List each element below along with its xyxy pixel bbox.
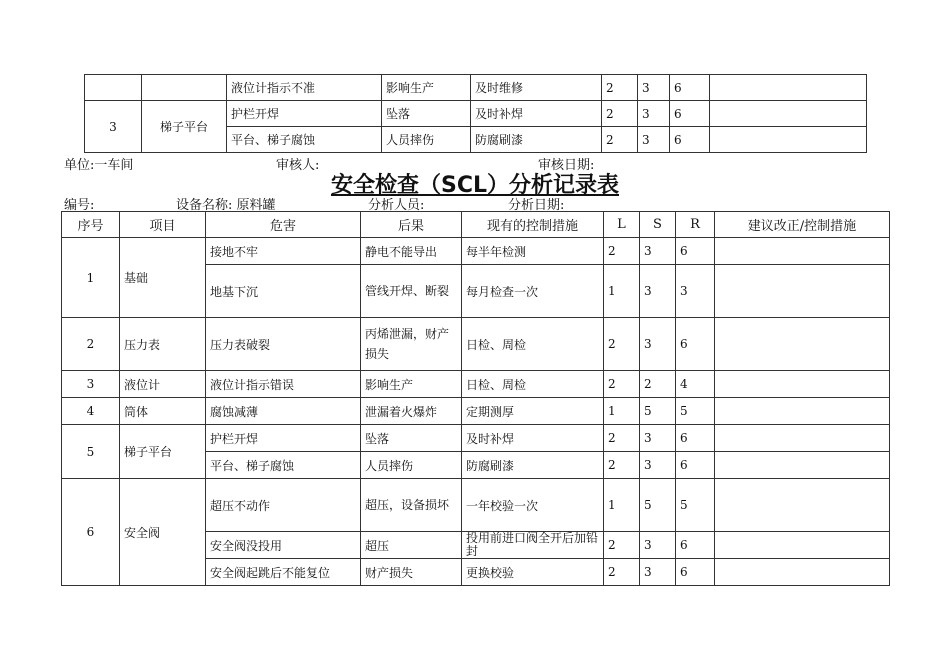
item-cell: 基础	[120, 238, 206, 318]
consequence-cell: 超压	[361, 532, 462, 559]
control-cell: 防腐刷漆	[471, 127, 602, 153]
l-cell: 1	[604, 398, 640, 425]
r-cell: 6	[676, 559, 715, 586]
hazard-cell: 平台、梯子腐蚀	[227, 127, 382, 153]
previous-page-table	[84, 74, 867, 153]
col-header: 序号	[62, 212, 120, 238]
r-cell: 5	[676, 398, 715, 425]
hazard-cell: 超压不动作	[206, 479, 361, 532]
control-cell: 每半年检测	[462, 238, 604, 265]
no-cell: 1	[62, 238, 120, 318]
page-title: 安全检查（SCL）分析记录表	[330, 173, 619, 198]
control-cell: 日检、周检	[462, 371, 604, 398]
hazard-cell: 安全阀没投用	[206, 532, 361, 559]
suggestion-cell	[715, 238, 890, 265]
r-cell: 6	[670, 127, 710, 153]
suggestion-cell	[710, 75, 867, 101]
l-cell: 2	[604, 238, 640, 265]
suggestion-cell	[715, 425, 890, 452]
item-cell: 安全阀	[120, 479, 206, 586]
no-cell: 5	[62, 425, 120, 479]
r-cell: 6	[676, 318, 715, 371]
consequence-cell: 影响生产	[382, 75, 471, 101]
control-cell: 防腐刷漆	[462, 452, 604, 479]
col-header: 后果	[361, 212, 462, 238]
control-cell: 一年校验一次	[462, 479, 604, 532]
suggestion-cell	[715, 479, 890, 532]
scl-analysis-table	[61, 211, 890, 586]
reviewer-label: 审核人:	[276, 158, 320, 173]
consequence-cell: 泄漏着火爆炸	[361, 398, 462, 425]
control-cell: 更换校验	[462, 559, 604, 586]
suggestion-cell	[715, 532, 890, 559]
s-cell: 3	[638, 101, 670, 127]
no-cell: 4	[62, 398, 120, 425]
hazard-cell: 护栏开焊	[227, 101, 382, 127]
l-cell: 2	[602, 101, 638, 127]
table-row	[85, 75, 867, 101]
l-cell: 2	[604, 532, 640, 559]
hazard-cell: 平台、梯子腐蚀	[206, 452, 361, 479]
hazard-cell: 安全阀起跳后不能复位	[206, 559, 361, 586]
r-cell: 4	[676, 371, 715, 398]
col-header: 建议改正/控制措施	[715, 212, 890, 238]
r-cell: 6	[676, 532, 715, 559]
unit-label: 单位:一车间	[64, 158, 134, 173]
col-header: R	[676, 212, 715, 238]
l-cell: 1	[604, 265, 640, 318]
hazard-cell: 地基下沉	[206, 265, 361, 318]
control-cell: 及时补焊	[462, 425, 604, 452]
control-cell: 及时补焊	[471, 101, 602, 127]
s-cell: 3	[638, 127, 670, 153]
l-cell: 2	[604, 425, 640, 452]
suggestion-cell	[715, 452, 890, 479]
suggestion-cell	[715, 371, 890, 398]
hazard-cell: 液位计指示错误	[206, 371, 361, 398]
l-cell: 1	[604, 479, 640, 532]
suggestion-cell	[715, 559, 890, 586]
col-header: L	[604, 212, 640, 238]
col-header: 现有的控制措施	[462, 212, 604, 238]
col-header: 项目	[120, 212, 206, 238]
hazard-cell: 护栏开焊	[206, 425, 361, 452]
suggestion-cell	[715, 265, 890, 318]
table-row	[62, 479, 890, 532]
r-cell: 6	[670, 75, 710, 101]
s-cell: 3	[640, 452, 676, 479]
control-cell: 及时维修	[471, 75, 602, 101]
analysis-date-label: 分析日期:	[508, 198, 565, 213]
s-cell: 3	[638, 75, 670, 101]
item-cell: 压力表	[120, 318, 206, 371]
suggestion-cell	[710, 127, 867, 153]
r-cell: 5	[676, 479, 715, 532]
r-cell: 6	[676, 425, 715, 452]
consequence-cell: 财产损失	[361, 559, 462, 586]
s-cell: 3	[640, 425, 676, 452]
s-cell: 3	[640, 318, 676, 371]
suggestion-cell	[715, 398, 890, 425]
item-cell: 液位计	[120, 371, 206, 398]
review-date-label: 审核日期:	[538, 158, 595, 173]
table-row	[62, 238, 890, 265]
control-cell: 定期测厚	[462, 398, 604, 425]
r-cell: 6	[676, 452, 715, 479]
hazard-cell: 压力表破裂	[206, 318, 361, 371]
s-cell: 2	[640, 371, 676, 398]
table-header-row	[62, 212, 890, 238]
consequence-cell: 人员摔伤	[361, 452, 462, 479]
col-header: 危害	[206, 212, 361, 238]
r-cell: 6	[670, 101, 710, 127]
l-cell: 2	[604, 318, 640, 371]
table-row	[62, 371, 890, 398]
item-cell: 筒体	[120, 398, 206, 425]
control-cell: 投用前进口阀全开后加铅封	[462, 532, 604, 559]
s-cell: 3	[640, 532, 676, 559]
table-row	[62, 425, 890, 452]
l-cell: 2	[602, 75, 638, 101]
no-cell: 6	[62, 479, 120, 586]
hazard-cell: 腐蚀减薄	[206, 398, 361, 425]
number-label: 编号:	[64, 198, 95, 213]
s-cell: 5	[640, 398, 676, 425]
control-cell: 日检、周检	[462, 318, 604, 371]
no-cell	[85, 75, 142, 101]
no-cell: 3	[62, 371, 120, 398]
consequence-cell: 静电不能导出	[361, 238, 462, 265]
item-cell	[142, 75, 227, 101]
consequence-cell: 人员摔伤	[382, 127, 471, 153]
consequence-cell: 超压，设备损坏	[361, 479, 462, 532]
table-row	[85, 101, 867, 127]
control-cell: 每月检查一次	[462, 265, 604, 318]
analyst-label: 分析人员:	[368, 198, 425, 213]
hazard-cell: 接地不牢	[206, 238, 361, 265]
s-cell: 3	[640, 559, 676, 586]
consequence-cell: 管线开焊、断裂	[361, 265, 462, 318]
suggestion-cell	[715, 318, 890, 371]
consequence-cell: 丙烯泄漏，财产损失	[361, 318, 462, 371]
s-cell: 3	[640, 238, 676, 265]
suggestion-cell	[710, 101, 867, 127]
equipment-label: 设备名称: 原料罐	[176, 198, 276, 213]
no-cell: 2	[62, 318, 120, 371]
col-header: S	[640, 212, 676, 238]
l-cell: 2	[604, 371, 640, 398]
consequence-cell: 影响生产	[361, 371, 462, 398]
s-cell: 3	[640, 265, 676, 318]
no-cell: 3	[85, 101, 142, 153]
table-row	[62, 398, 890, 425]
table-row	[62, 318, 890, 371]
l-cell: 2	[602, 127, 638, 153]
consequence-cell: 坠落	[361, 425, 462, 452]
item-cell: 梯子平台	[142, 101, 227, 153]
hazard-cell: 液位计指示不准	[227, 75, 382, 101]
item-cell: 梯子平台	[120, 425, 206, 479]
l-cell: 2	[604, 559, 640, 586]
l-cell: 2	[604, 452, 640, 479]
r-cell: 3	[676, 265, 715, 318]
consequence-cell: 坠落	[382, 101, 471, 127]
r-cell: 6	[676, 238, 715, 265]
s-cell: 5	[640, 479, 676, 532]
